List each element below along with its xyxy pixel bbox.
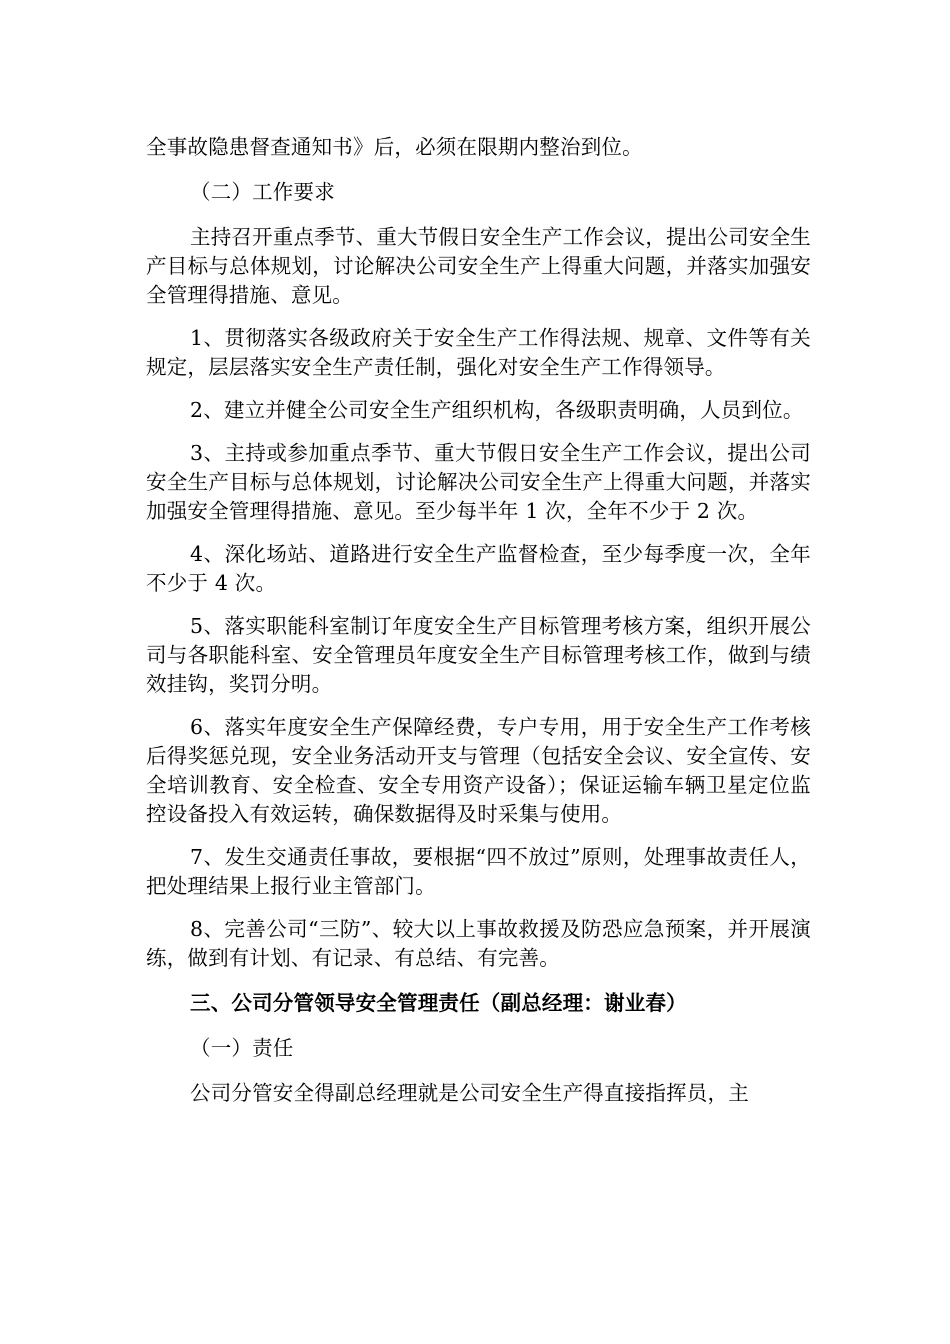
document-body (146, 133, 811, 1108)
list-item-5: 5、落实职能科室制订年度安全生产目标管理考核方案，组织开展公司与各职能科室、安全管理员年度安全生产目标管理考核工作，做到与绩效挂钩，奖罚分明。 (146, 614, 811, 696)
subheading-responsibility: （一）责任 (190, 1036, 294, 1060)
list-item-1: 1、贯彻落实各级政府关于安全生产工作得法规、规章、文件等有关规定，层层落实安全生产责任制，强化对安全生产工作得领导。 (146, 326, 811, 379)
subheading-work-requirements: （二）工作要求 (190, 180, 335, 204)
list-item-8: 8、完善公司“三防”、较大以上事故救援及防恐应急预案，并开展演练，做到有计划、有记录、有总结、有完善。 (146, 917, 811, 970)
list-item-6: 6、落实年度安全生产保障经费，专户专用，用于安全生产工作考核后得奖惩兑现，安全业务活动开支与管理（包括安全会议、安全宣传、安全培训教育、安全检查、安全专用资产设备）；保证运输车辆卫星定位监控设备投入有效运转，确保数据得及时采集与使用。 (146, 715, 811, 826)
paragraph-continuation: 全事故隐患督查通知书》后，必须在限期内整治到位。 (146, 135, 643, 159)
list-item-3: 3、主持或参加重点季节、重大节假日安全生产工作会议，提出公司安全生产目标与总体规划，讨论解决公司安全生产上得重大问题，并落实加强安全管理得措施、意见。至少每半年 1 次，全年不少于 2 次。 (146, 441, 811, 523)
list-item-4: 4、深化场站、道路进行安全生产监督检查，至少每季度一次，全年不少于 4 次。 (146, 542, 811, 595)
list-item-7: 7、发生交通责任事故，要根据“四不放过”原则，处理事故责任人，把处理结果上报行业主管部门。 (146, 845, 811, 898)
paragraph-intro: 主持召开重点季节、重大节假日安全生产工作会议，提出公司安全生产目标与总体规划，讨论解决公司安全生产上得重大问题，并落实加强安全管理得措施、意见。 (146, 225, 811, 307)
section-heading-3: 三、公司分管领导安全管理责任（副总经理：谢业春） (190, 991, 687, 1015)
list-item-2: 2、建立并健全公司安全生产组织机构，各级职责明确，人员到位。 (190, 398, 804, 422)
paragraph-last: 公司分管安全得副总经理就是公司安全生产得直接指挥员，主 (190, 1081, 749, 1105)
